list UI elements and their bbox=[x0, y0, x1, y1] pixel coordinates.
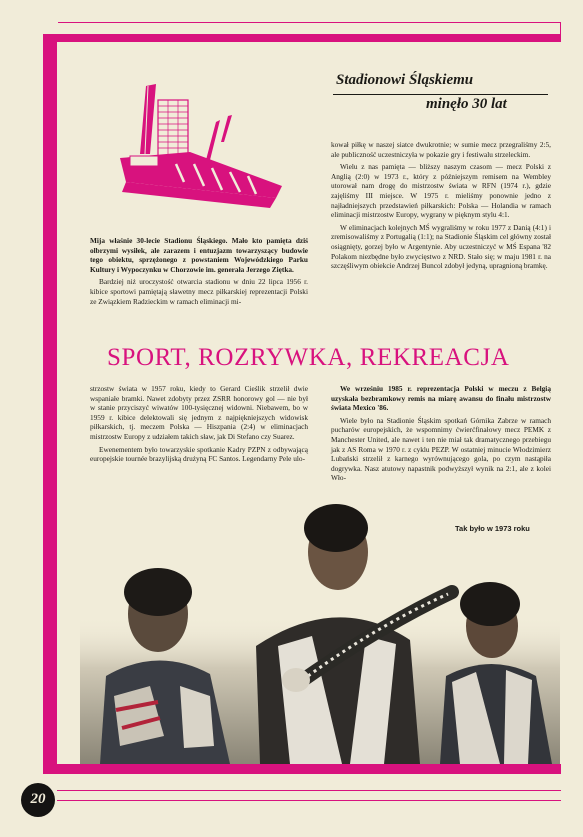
right-top-paragraph-2: Wielu z nas pamięta — bliższy naszym czasom — mecz Polski z Anglią (2:0) w 1973 r., który z późniejszym remisem na Wembley utorował nam drogę do mistrzostw świata w RFN (1974 r.), gdzie zajęliśmy III miejsce. W 1975 r. mieliśmy ponownie jedno z najładniejszych przedstawień piłkarskich: Polska — Holandia w ramach eliminacji mistrzostw Europy, wygrany w pięknym stylu 4:1. bbox=[331, 162, 551, 220]
right-top-column bbox=[331, 140, 551, 274]
top-accent-bar bbox=[43, 34, 561, 42]
lower-left-paragraph-2: Ewenementem było towarzyskie spotkanie Kadry PZPN z odbywającą europejskie tournée brazylijską drużyną FC Santos. Legendarny Pele ulo- bbox=[90, 444, 308, 464]
speedway-riders-photo bbox=[80, 496, 560, 764]
intro-lead: Mija właśnie 30-lecie Stadionu Śląskiego. Mało kto pamięta dziś olbrzymi wysiłek, ale zarazem i entuzjazm towarzyszący budowie tego obiektu, sprzężonego z powstaniem Wojewódzkiego Parku Kultury i Wypoczynku w Chorzowie im. generała Jerzego Ziętka. bbox=[90, 236, 308, 274]
bottom-thin-rule bbox=[57, 800, 561, 801]
stadium-logo-icon bbox=[116, 82, 286, 212]
page-number-badge bbox=[21, 783, 55, 817]
lower-right-column bbox=[331, 384, 551, 486]
lower-right-paragraph-1: We wrześniu 1985 r. reprezentacja Polski w meczu z Belgią uzyskała bezbramkowy remis na miarę awansu do finału mistrzostw świata Mexico '86. bbox=[331, 384, 551, 413]
lower-right-paragraph-2: Wiele było na Stadionie Śląskim spotkań Górnika Zabrze w ramach pucharów europejskich, że wspomnimy ćwierćfinałowy mecz PEMK z Manchester United, ale nawet i ten nie miał tak dramatycznego przebiegu jak z AS Roma w 1970 r. z cyklu PEZP. W ostatniej minucie Włodzimierz Lubański strzelił z karnego wyrównującego gola, po czym nastąpiła dogrywka. Nasz atutowy napastnik podwyższył wynik na 2:1, ale z kolei Wło- bbox=[331, 415, 551, 483]
bottom-accent-bar bbox=[43, 764, 561, 774]
right-top-paragraph-3: W eliminacjach kolejnych MŚ wygraliśmy w roku 1977 z Danią (4:1) i zremisowaliśmy z Portugalią (1:1); na Stadionie Śląskim cel główny został osiągnięty, gorzej było w Argentynie. Aby uczestniczyć w MŚ Espana '82 Polakom niezbędne było zwycięstwo z NRD. Stało się; w maju 1981 r. na szczęśliwym obiekcie Andrzej Buncol zdobył jedyną, upragnioną bramkę. bbox=[331, 222, 551, 271]
article-title-line2: minęło 30 lat bbox=[426, 96, 507, 112]
title-underline bbox=[333, 94, 548, 95]
lower-left-paragraph-1: strzostw świata w 1957 roku, kiedy to Gerard Cieślik strzelił dwie wspaniałe bramki. Nawet zdobyty przez ZSRR honorowy gol — nie był w stanie przyciszyć wiwatów 100-tysięcznej widowni. Niebawem, bo w 1959 r. kibice delektowali się jednym z najpiękniejszych widowisk piłkarskich, tj. meczem Polska — Hiszpania (2:4) w eliminacjach mistrzostw Europy z udziałem takich sław, jak Di Stefano czy Suarez. bbox=[90, 384, 308, 441]
intro-paragraph: Bardziej niż uroczystość otwarcia stadionu w dniu 22 lipca 1956 r. kibice sportowi pamiętają sławetny mecz piłkarskiej reprezentacji Polski ze Związkiem Radzieckim w ramach eliminacji mi- bbox=[90, 277, 308, 306]
intro-column bbox=[90, 236, 308, 309]
article-title-line1: Stadionowi Śląskiemu bbox=[336, 72, 474, 88]
page-number: 20 bbox=[30, 791, 46, 807]
lower-left-column bbox=[90, 384, 308, 467]
top-thin-rule bbox=[58, 22, 561, 23]
right-top-paragraph-1: kował piłkę w naszej siatce dwukrotnie; w sumie mecz przegraliśmy 2:5, ale publiczność uczestniczyła w pokazie gry i festiwalu strzeleckim. bbox=[331, 140, 551, 159]
photo-caption: Tak było w 1973 roku bbox=[455, 524, 530, 533]
left-accent-bar bbox=[43, 34, 57, 764]
bottom-thin-rule-2 bbox=[57, 790, 561, 791]
right-thin-rule bbox=[560, 22, 561, 42]
section-headline: SPORT, ROZRYWKA, REKREACJA bbox=[107, 344, 510, 371]
